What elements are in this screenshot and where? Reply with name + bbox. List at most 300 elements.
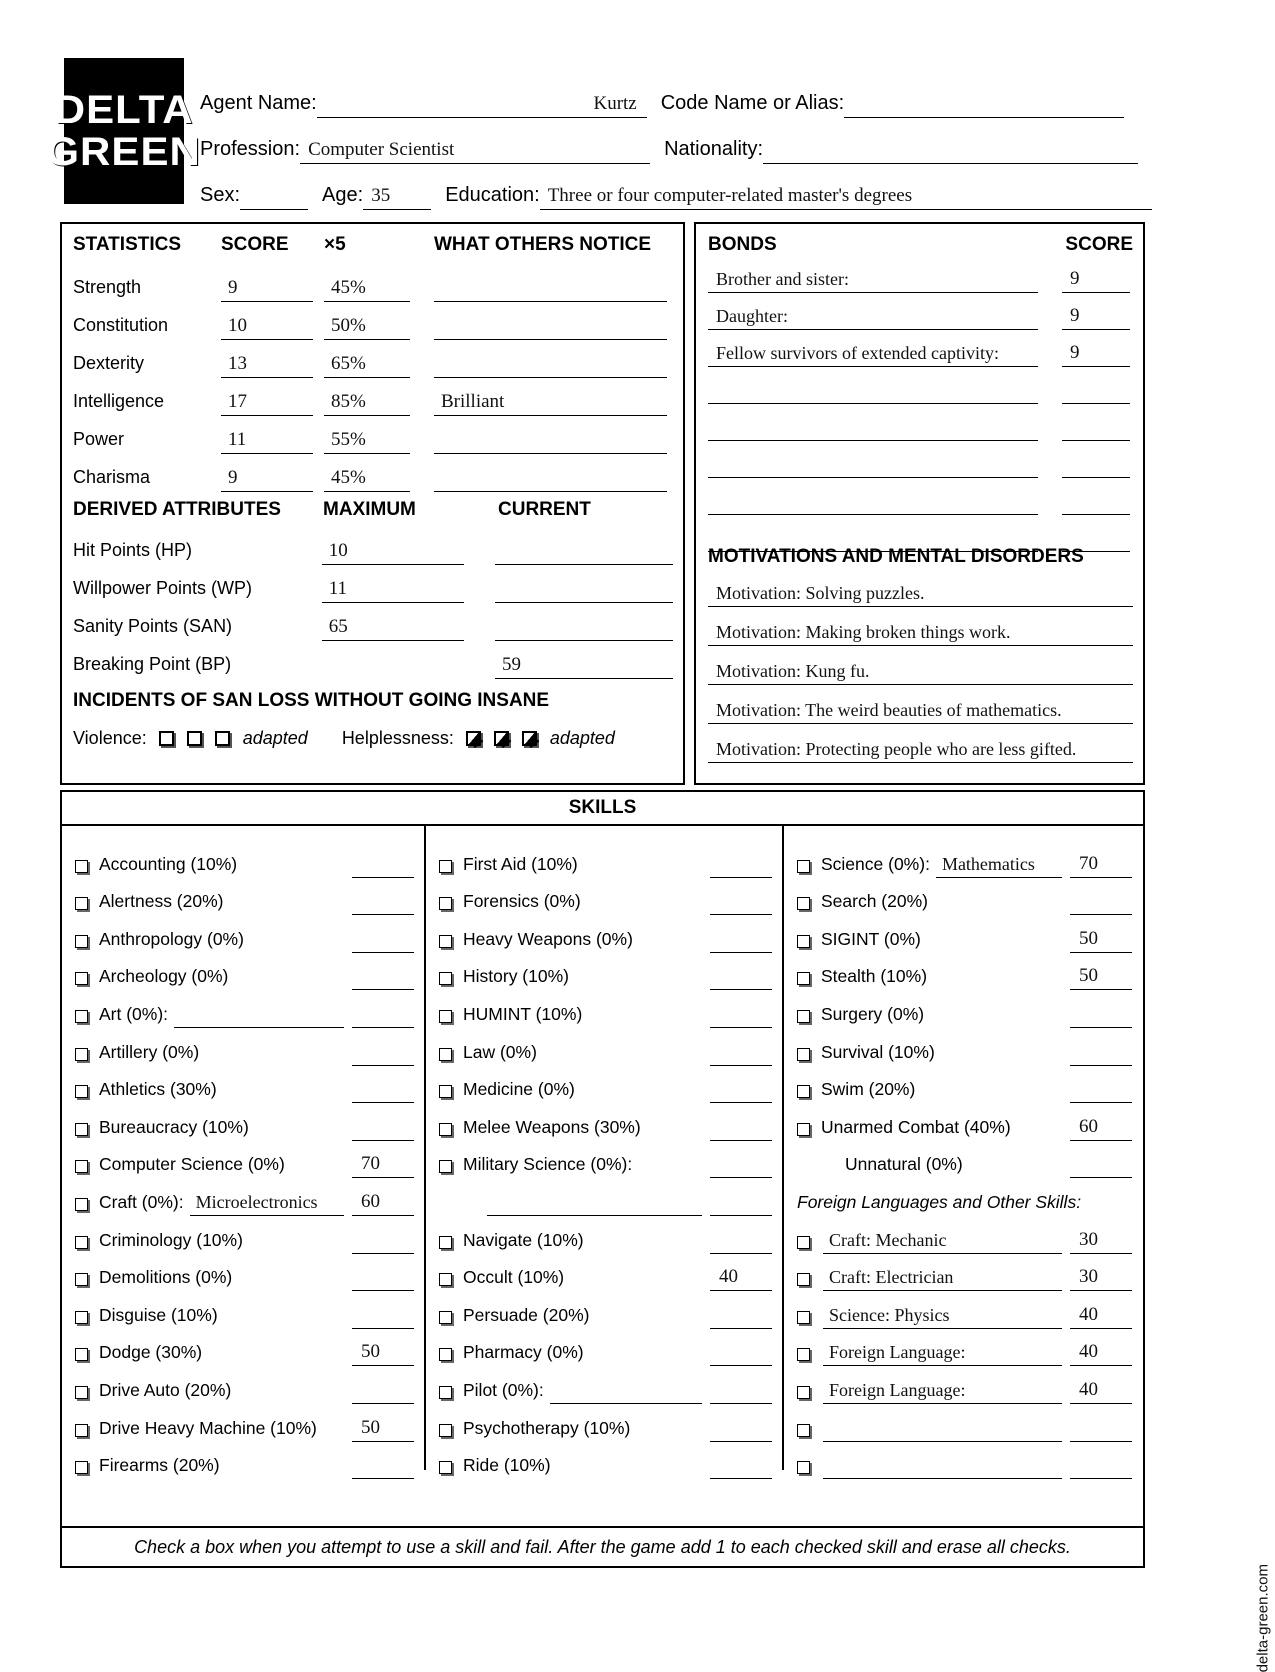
skill-value-field[interactable] bbox=[1070, 1042, 1132, 1066]
skill-checkbox[interactable] bbox=[797, 897, 810, 910]
skill-value-field[interactable] bbox=[1070, 1079, 1132, 1103]
header-row-names bbox=[200, 72, 1145, 118]
skill-label: Dodge (30%) bbox=[99, 1342, 203, 1363]
stat-notice-field[interactable] bbox=[434, 276, 667, 302]
skill-value-field[interactable] bbox=[710, 1342, 772, 1366]
skill-label: Occult (10%) bbox=[463, 1267, 565, 1288]
skills-column-2 bbox=[426, 826, 784, 1476]
skill-label: Pilot (0%): bbox=[463, 1379, 544, 1400]
table-row bbox=[708, 685, 1133, 724]
skill-checkbox[interactable] bbox=[439, 1424, 452, 1437]
motivation-field[interactable] bbox=[708, 619, 1133, 646]
skill-value-field[interactable] bbox=[352, 1455, 414, 1479]
skill-row bbox=[426, 1291, 782, 1329]
stat-x5-field[interactable] bbox=[324, 390, 410, 416]
skill-checkbox[interactable] bbox=[439, 1311, 452, 1324]
bond-score-field[interactable] bbox=[1062, 267, 1130, 293]
table-row bbox=[708, 367, 1133, 404]
skill-row bbox=[62, 1028, 424, 1066]
skill-row bbox=[784, 990, 1142, 1028]
foreign-languages-subheader: Foreign Languages and Other Skills: bbox=[797, 1191, 1082, 1212]
education-field[interactable] bbox=[540, 184, 1152, 210]
table-row bbox=[73, 302, 673, 340]
stat-x5-field[interactable] bbox=[324, 428, 410, 454]
stat-notice-field[interactable] bbox=[434, 428, 667, 454]
skill-checkbox[interactable] bbox=[797, 1311, 810, 1324]
delta-green-logo bbox=[46, 58, 202, 204]
skill-specialty-field[interactable] bbox=[550, 1380, 702, 1404]
skill-checkbox[interactable] bbox=[797, 1236, 810, 1249]
header-row-profession bbox=[200, 118, 1145, 164]
derived-label: Hit Points (HP) bbox=[73, 540, 193, 560]
skill-label: SIGINT (0%) bbox=[821, 928, 921, 949]
stat-notice-field[interactable] bbox=[434, 390, 667, 416]
skill-value-field[interactable] bbox=[352, 854, 414, 878]
skill-value-field[interactable] bbox=[352, 1230, 414, 1254]
helplessness-adapted-label: adapted bbox=[549, 728, 615, 748]
stat-label: Dexterity bbox=[73, 353, 145, 373]
skill-label: Computer Science (0%) bbox=[99, 1154, 285, 1175]
table-row bbox=[708, 607, 1133, 646]
statistics-panel bbox=[60, 222, 685, 785]
violence-checkbox-2[interactable] bbox=[187, 731, 202, 746]
skill-value-field[interactable] bbox=[710, 1418, 772, 1442]
skill-checkbox[interactable] bbox=[75, 1048, 88, 1061]
score-col-header: SCORE bbox=[221, 234, 289, 255]
skill-row bbox=[62, 1329, 424, 1367]
stat-x5-field[interactable] bbox=[324, 466, 410, 492]
skill-label: HUMINT (10%) bbox=[463, 1003, 583, 1024]
skill-row bbox=[784, 1028, 1142, 1066]
skill-label: Unnatural (0%) bbox=[845, 1154, 963, 1175]
bond-score-field[interactable] bbox=[1062, 378, 1130, 404]
derived-max-field[interactable] bbox=[322, 577, 464, 603]
bonds-panel bbox=[694, 222, 1145, 785]
stat-notice-field[interactable] bbox=[434, 466, 667, 492]
skill-value-field[interactable] bbox=[352, 1342, 414, 1366]
bond-score-field[interactable] bbox=[1062, 341, 1130, 367]
skill-checkbox[interactable] bbox=[75, 897, 88, 910]
skill-checkbox[interactable] bbox=[439, 1010, 452, 1023]
skill-value-field[interactable] bbox=[352, 1192, 414, 1216]
skill-value-field[interactable] bbox=[352, 1267, 414, 1291]
skill-checkbox[interactable] bbox=[75, 1123, 88, 1136]
bond-name-value: Daughter: bbox=[716, 306, 788, 326]
skill-value-field[interactable] bbox=[710, 1305, 772, 1329]
motivation-value: Motivation: Solving puzzles. bbox=[716, 583, 925, 603]
stat-x5-field[interactable] bbox=[324, 314, 410, 340]
custom-skill-value-field[interactable] bbox=[1070, 1305, 1132, 1329]
code-name-label: Code Name or Alias: bbox=[660, 92, 845, 114]
skill-row bbox=[62, 1442, 424, 1480]
skill-checkbox[interactable] bbox=[439, 1273, 452, 1286]
skill-value-field[interactable] bbox=[710, 1154, 772, 1178]
skill-value-field[interactable] bbox=[710, 929, 772, 953]
stat-notice-value: Brilliant bbox=[441, 391, 505, 412]
skill-label: Criminology (10%) bbox=[99, 1229, 243, 1250]
skill-checkbox[interactable] bbox=[439, 897, 452, 910]
skill-value-field[interactable] bbox=[1070, 929, 1132, 953]
skill-value: 70 bbox=[361, 1153, 380, 1175]
skill-checkbox[interactable] bbox=[75, 1311, 88, 1324]
skill-value-field[interactable] bbox=[710, 891, 772, 915]
stat-x5-field[interactable] bbox=[324, 352, 410, 378]
derived-current-field[interactable] bbox=[495, 615, 673, 641]
custom-skill-name-field[interactable] bbox=[823, 1230, 1062, 1254]
skill-row bbox=[62, 1141, 424, 1179]
skill-value-field[interactable] bbox=[710, 1079, 772, 1103]
skill-specialty-field[interactable] bbox=[487, 1192, 702, 1216]
derived-current-field[interactable] bbox=[495, 577, 673, 603]
custom-skill-value-field[interactable] bbox=[1070, 1380, 1132, 1404]
skill-label: Disguise (10%) bbox=[99, 1304, 218, 1325]
sex-label: Sex: bbox=[200, 184, 241, 206]
skill-value-field[interactable] bbox=[352, 929, 414, 953]
skill-value-field[interactable] bbox=[352, 1042, 414, 1066]
skill-value-field[interactable] bbox=[710, 854, 772, 878]
skill-value-field[interactable] bbox=[710, 1455, 772, 1479]
derived-max-field[interactable] bbox=[322, 615, 464, 641]
motivation-field[interactable] bbox=[708, 736, 1133, 763]
bonds-title: BONDS bbox=[708, 234, 777, 255]
skill-checkbox[interactable] bbox=[75, 935, 88, 948]
skill-checkbox[interactable] bbox=[439, 1461, 452, 1474]
skill-row bbox=[62, 1216, 424, 1254]
skill-value-field[interactable] bbox=[352, 1079, 414, 1103]
agent-name-field[interactable] bbox=[317, 92, 647, 118]
derived-current-value: 59 bbox=[501, 654, 521, 675]
stat-score-value: 17 bbox=[228, 391, 247, 412]
bond-score-field[interactable] bbox=[1062, 304, 1130, 330]
skill-checkbox[interactable] bbox=[797, 1123, 810, 1136]
stat-score-value: 9 bbox=[228, 467, 238, 488]
helplessness-label: Helplessness: bbox=[341, 728, 454, 748]
bond-name-field[interactable] bbox=[708, 489, 1038, 515]
skill-value-field[interactable] bbox=[352, 1117, 414, 1141]
skill-specialty-field[interactable] bbox=[190, 1192, 344, 1216]
skill-label: Demolitions (0%) bbox=[99, 1267, 233, 1288]
stat-score-field[interactable] bbox=[221, 314, 313, 340]
motivation-value: Motivation: Making broken things work. bbox=[716, 622, 1011, 642]
custom-skill-name-field[interactable] bbox=[823, 1305, 1062, 1329]
skill-label: Psychotherapy (10%) bbox=[463, 1417, 631, 1438]
table-row bbox=[73, 565, 673, 603]
skill-checkbox[interactable] bbox=[439, 972, 452, 985]
skill-value-field[interactable] bbox=[352, 966, 414, 990]
skill-checkbox[interactable] bbox=[797, 1424, 810, 1437]
skill-checkbox[interactable] bbox=[75, 1386, 88, 1399]
skill-row bbox=[62, 1404, 424, 1442]
skill-checkbox[interactable] bbox=[797, 1461, 810, 1474]
table-row bbox=[73, 603, 673, 641]
skill-value-field[interactable] bbox=[352, 891, 414, 915]
profession-label: Profession: bbox=[200, 138, 301, 160]
custom-skill-name-field[interactable] bbox=[823, 1342, 1062, 1366]
skill-row bbox=[784, 878, 1142, 916]
skill-label: Law (0%) bbox=[463, 1041, 537, 1062]
skill-row bbox=[62, 1291, 424, 1329]
logo-line-2: GREEN bbox=[46, 130, 202, 174]
custom-skill-name-field[interactable] bbox=[823, 1267, 1062, 1291]
skill-checkbox[interactable] bbox=[75, 1348, 88, 1361]
custom-skill-value: 30 bbox=[1079, 1228, 1098, 1250]
custom-skill-name-field[interactable] bbox=[823, 1380, 1062, 1404]
custom-skill-value-field[interactable] bbox=[1070, 1267, 1132, 1291]
skill-value: 50 bbox=[361, 1341, 380, 1363]
custom-skill-value-field[interactable] bbox=[1070, 1342, 1132, 1366]
education-label: Education: bbox=[445, 184, 540, 206]
skill-checkbox[interactable] bbox=[439, 1160, 452, 1173]
skill-row bbox=[784, 1141, 1142, 1179]
motivation-field[interactable] bbox=[708, 658, 1133, 685]
skill-checkbox[interactable] bbox=[797, 1348, 810, 1361]
skill-row bbox=[426, 840, 782, 878]
skill-row bbox=[426, 878, 782, 916]
skill-row bbox=[426, 1216, 782, 1254]
bonds-score-header: SCORE bbox=[1065, 234, 1133, 255]
table-row bbox=[708, 293, 1133, 330]
skill-checkbox[interactable] bbox=[797, 1048, 810, 1061]
skill-checkbox[interactable] bbox=[439, 1048, 452, 1061]
skill-value: 50 bbox=[361, 1416, 380, 1438]
sex-field[interactable] bbox=[240, 184, 308, 210]
skill-row bbox=[426, 1178, 782, 1216]
skill-checkbox[interactable] bbox=[75, 1085, 88, 1098]
skill-checkbox[interactable] bbox=[797, 1273, 810, 1286]
custom-skill-value-field[interactable] bbox=[1070, 1455, 1132, 1479]
custom-skill-value-field[interactable] bbox=[1070, 1230, 1132, 1254]
skill-checkbox[interactable] bbox=[439, 1348, 452, 1361]
skill-checkbox[interactable] bbox=[75, 1461, 88, 1474]
bond-score-field[interactable] bbox=[1062, 452, 1130, 478]
skill-label: Bureaucracy (10%) bbox=[99, 1116, 249, 1137]
stat-x5-value: 45% bbox=[331, 467, 366, 488]
skill-value-field[interactable] bbox=[710, 1230, 772, 1254]
skill-value-field[interactable] bbox=[1070, 966, 1132, 990]
skill-checkbox[interactable] bbox=[75, 1198, 88, 1211]
table-row bbox=[708, 568, 1133, 607]
skill-value-field[interactable] bbox=[710, 1192, 772, 1216]
skill-label: Surgery (0%) bbox=[821, 1003, 925, 1024]
derived-label: Sanity Points (SAN) bbox=[73, 616, 233, 636]
bond-name-field[interactable] bbox=[708, 415, 1038, 441]
skill-value-field[interactable] bbox=[352, 1004, 414, 1028]
custom-skill-value: 30 bbox=[1079, 1266, 1098, 1288]
skill-checkbox[interactable] bbox=[797, 935, 810, 948]
age-field[interactable] bbox=[363, 184, 431, 210]
skill-specialty-field[interactable] bbox=[174, 1004, 344, 1028]
notice-col-header: WHAT OTHERS NOTICE bbox=[434, 234, 652, 255]
skill-row bbox=[426, 953, 782, 991]
stat-score-field[interactable] bbox=[221, 352, 313, 378]
stat-label: Charisma bbox=[73, 467, 151, 487]
skill-checkbox[interactable] bbox=[75, 1010, 88, 1023]
stat-score-field[interactable] bbox=[221, 428, 313, 454]
skill-checkbox[interactable] bbox=[75, 1273, 88, 1286]
skill-value-field[interactable] bbox=[710, 1117, 772, 1141]
nationality-label: Nationality: bbox=[664, 138, 763, 160]
custom-skill-value-field[interactable] bbox=[1070, 1418, 1132, 1442]
stat-score-field[interactable] bbox=[221, 276, 313, 302]
custom-skill-name-field[interactable] bbox=[823, 1455, 1062, 1479]
skill-checkbox[interactable] bbox=[797, 1386, 810, 1399]
skill-row bbox=[784, 915, 1142, 953]
bond-name-field[interactable] bbox=[708, 267, 1038, 293]
x5-col-header: ×5 bbox=[324, 234, 346, 255]
skill-checkbox[interactable] bbox=[75, 1160, 88, 1173]
skill-checkbox[interactable] bbox=[75, 972, 88, 985]
skill-value-field[interactable] bbox=[352, 1305, 414, 1329]
skill-label: Alertness (20%) bbox=[99, 891, 224, 912]
skill-label: Stealth (10%) bbox=[821, 966, 928, 987]
motivations-title: MOTIVATIONS AND MENTAL DISORDERS bbox=[708, 546, 1084, 567]
helplessness-checkbox-1[interactable] bbox=[466, 731, 481, 746]
skill-row bbox=[62, 1254, 424, 1292]
derived-max-value: 11 bbox=[328, 578, 347, 599]
bond-score-field[interactable] bbox=[1062, 415, 1130, 441]
derived-current-field[interactable] bbox=[495, 539, 673, 565]
table-row bbox=[73, 264, 673, 302]
motivation-field[interactable] bbox=[708, 697, 1133, 724]
derived-max-value: 10 bbox=[328, 540, 348, 561]
skill-checkbox[interactable] bbox=[797, 972, 810, 985]
skill-value-field[interactable] bbox=[710, 1004, 772, 1028]
table-row bbox=[708, 441, 1133, 478]
stat-label: Strength bbox=[73, 277, 142, 297]
skill-value-field[interactable] bbox=[1070, 1117, 1132, 1141]
education-value: Three or four computer-related master's degrees bbox=[547, 185, 913, 206]
skill-value-field[interactable] bbox=[1070, 854, 1132, 878]
skill-value-field[interactable] bbox=[710, 1042, 772, 1066]
skill-row bbox=[784, 1103, 1142, 1141]
stat-x5-field[interactable] bbox=[324, 276, 410, 302]
derived-max-field[interactable] bbox=[322, 539, 464, 565]
skill-checkbox[interactable] bbox=[797, 1085, 810, 1098]
skill-row bbox=[426, 1066, 782, 1104]
derived-col-header: DERIVED ATTRIBUTES bbox=[73, 499, 281, 520]
skill-value-field[interactable] bbox=[1070, 1154, 1132, 1178]
stat-score-field[interactable] bbox=[221, 466, 313, 492]
skill-label: Athletics (30%) bbox=[99, 1079, 217, 1100]
skill-label: Drive Heavy Machine (10%) bbox=[99, 1417, 317, 1438]
bond-name-value: Brother and sister: bbox=[716, 269, 849, 289]
skill-value-field[interactable] bbox=[710, 1380, 772, 1404]
skill-label: Melee Weapons (30%) bbox=[463, 1116, 641, 1137]
skill-value-field[interactable] bbox=[1070, 891, 1132, 915]
custom-skill-name-field[interactable] bbox=[823, 1418, 1062, 1442]
skill-label: Ride (10%) bbox=[463, 1455, 551, 1476]
table-row bbox=[73, 378, 673, 416]
skill-label: Persuade (20%) bbox=[463, 1304, 590, 1325]
derived-max-field[interactable] bbox=[322, 653, 464, 679]
skill-checkbox[interactable] bbox=[75, 860, 88, 873]
code-name-field[interactable] bbox=[844, 92, 1124, 118]
skill-row bbox=[62, 840, 424, 878]
skill-value-field[interactable] bbox=[352, 1154, 414, 1178]
skill-row bbox=[62, 953, 424, 991]
skill-checkbox[interactable] bbox=[439, 1236, 452, 1249]
violence-checkbox-1[interactable] bbox=[159, 731, 174, 746]
helplessness-checkbox-3[interactable] bbox=[522, 731, 537, 746]
skill-value-field[interactable] bbox=[710, 966, 772, 990]
skill-checkbox[interactable] bbox=[797, 1010, 810, 1023]
skill-checkbox[interactable] bbox=[439, 1085, 452, 1098]
stat-score-value: 9 bbox=[228, 277, 238, 298]
skill-row bbox=[62, 990, 424, 1028]
bond-name-field[interactable] bbox=[708, 304, 1038, 330]
custom-skill-value: 40 bbox=[1079, 1303, 1098, 1325]
skill-label: Survival (10%) bbox=[821, 1041, 935, 1062]
custom-skill-name-value: Foreign Language: bbox=[829, 1342, 966, 1363]
skill-row bbox=[62, 1066, 424, 1104]
skill-row bbox=[784, 840, 1142, 878]
custom-skill-name-value: Foreign Language: bbox=[829, 1379, 966, 1400]
custom-skill-row bbox=[784, 1404, 1142, 1442]
skill-row bbox=[784, 953, 1142, 991]
skill-value-field[interactable] bbox=[1070, 1004, 1132, 1028]
table-row bbox=[73, 340, 673, 378]
skill-specialty-field[interactable] bbox=[936, 854, 1062, 878]
bond-name-field[interactable] bbox=[708, 341, 1038, 367]
motivation-field[interactable] bbox=[708, 580, 1133, 607]
sheet-header bbox=[46, 58, 1145, 213]
bond-score-field[interactable] bbox=[1062, 489, 1130, 515]
skill-label: Accounting (10%) bbox=[99, 853, 238, 874]
stat-notice-field[interactable] bbox=[434, 314, 667, 340]
bond-name-field[interactable] bbox=[708, 452, 1038, 478]
skill-label: Military Science (0%): bbox=[463, 1154, 633, 1175]
skill-value-field[interactable] bbox=[710, 1267, 772, 1291]
skill-row bbox=[426, 1366, 782, 1404]
skill-checkbox[interactable] bbox=[797, 860, 810, 873]
violence-checkbox-3[interactable] bbox=[215, 731, 230, 746]
logo-line-1: DELTA bbox=[54, 88, 194, 132]
table-row bbox=[708, 478, 1133, 515]
bond-name-field[interactable] bbox=[708, 378, 1038, 404]
nationality-field[interactable] bbox=[763, 138, 1138, 164]
stat-x5-value: 65% bbox=[331, 353, 366, 374]
san-loss-title: INCIDENTS OF SAN LOSS WITHOUT GOING INSANE bbox=[73, 690, 550, 711]
bonds-table bbox=[708, 234, 1133, 552]
skill-value: 50 bbox=[1079, 927, 1098, 949]
skill-checkbox[interactable] bbox=[439, 860, 452, 873]
table-row bbox=[73, 416, 673, 454]
skill-value-field[interactable] bbox=[352, 1380, 414, 1404]
skill-checkbox[interactable] bbox=[75, 1424, 88, 1437]
skill-checkbox[interactable] bbox=[75, 1236, 88, 1249]
skill-row bbox=[426, 990, 782, 1028]
skill-checkbox[interactable] bbox=[439, 1123, 452, 1136]
skill-value-field[interactable] bbox=[352, 1418, 414, 1442]
helplessness-checkbox-2[interactable] bbox=[494, 731, 509, 746]
skill-checkbox[interactable] bbox=[439, 1386, 452, 1399]
stat-notice-field[interactable] bbox=[434, 352, 667, 378]
skill-value: 50 bbox=[1079, 965, 1098, 987]
skill-label: First Aid (10%) bbox=[463, 853, 578, 874]
profession-value: Computer Scientist bbox=[308, 139, 455, 160]
san-loss-section bbox=[73, 690, 673, 749]
skill-row bbox=[62, 915, 424, 953]
skill-value: 70 bbox=[1079, 852, 1098, 874]
skill-checkbox[interactable] bbox=[439, 935, 452, 948]
derived-current-field[interactable] bbox=[495, 653, 673, 679]
skill-value: 60 bbox=[361, 1190, 380, 1212]
stat-score-field[interactable] bbox=[221, 390, 313, 416]
profession-field[interactable] bbox=[300, 138, 650, 164]
skills-column-1 bbox=[62, 826, 426, 1476]
skill-row bbox=[62, 1103, 424, 1141]
skills-column-3 bbox=[784, 826, 1142, 1470]
